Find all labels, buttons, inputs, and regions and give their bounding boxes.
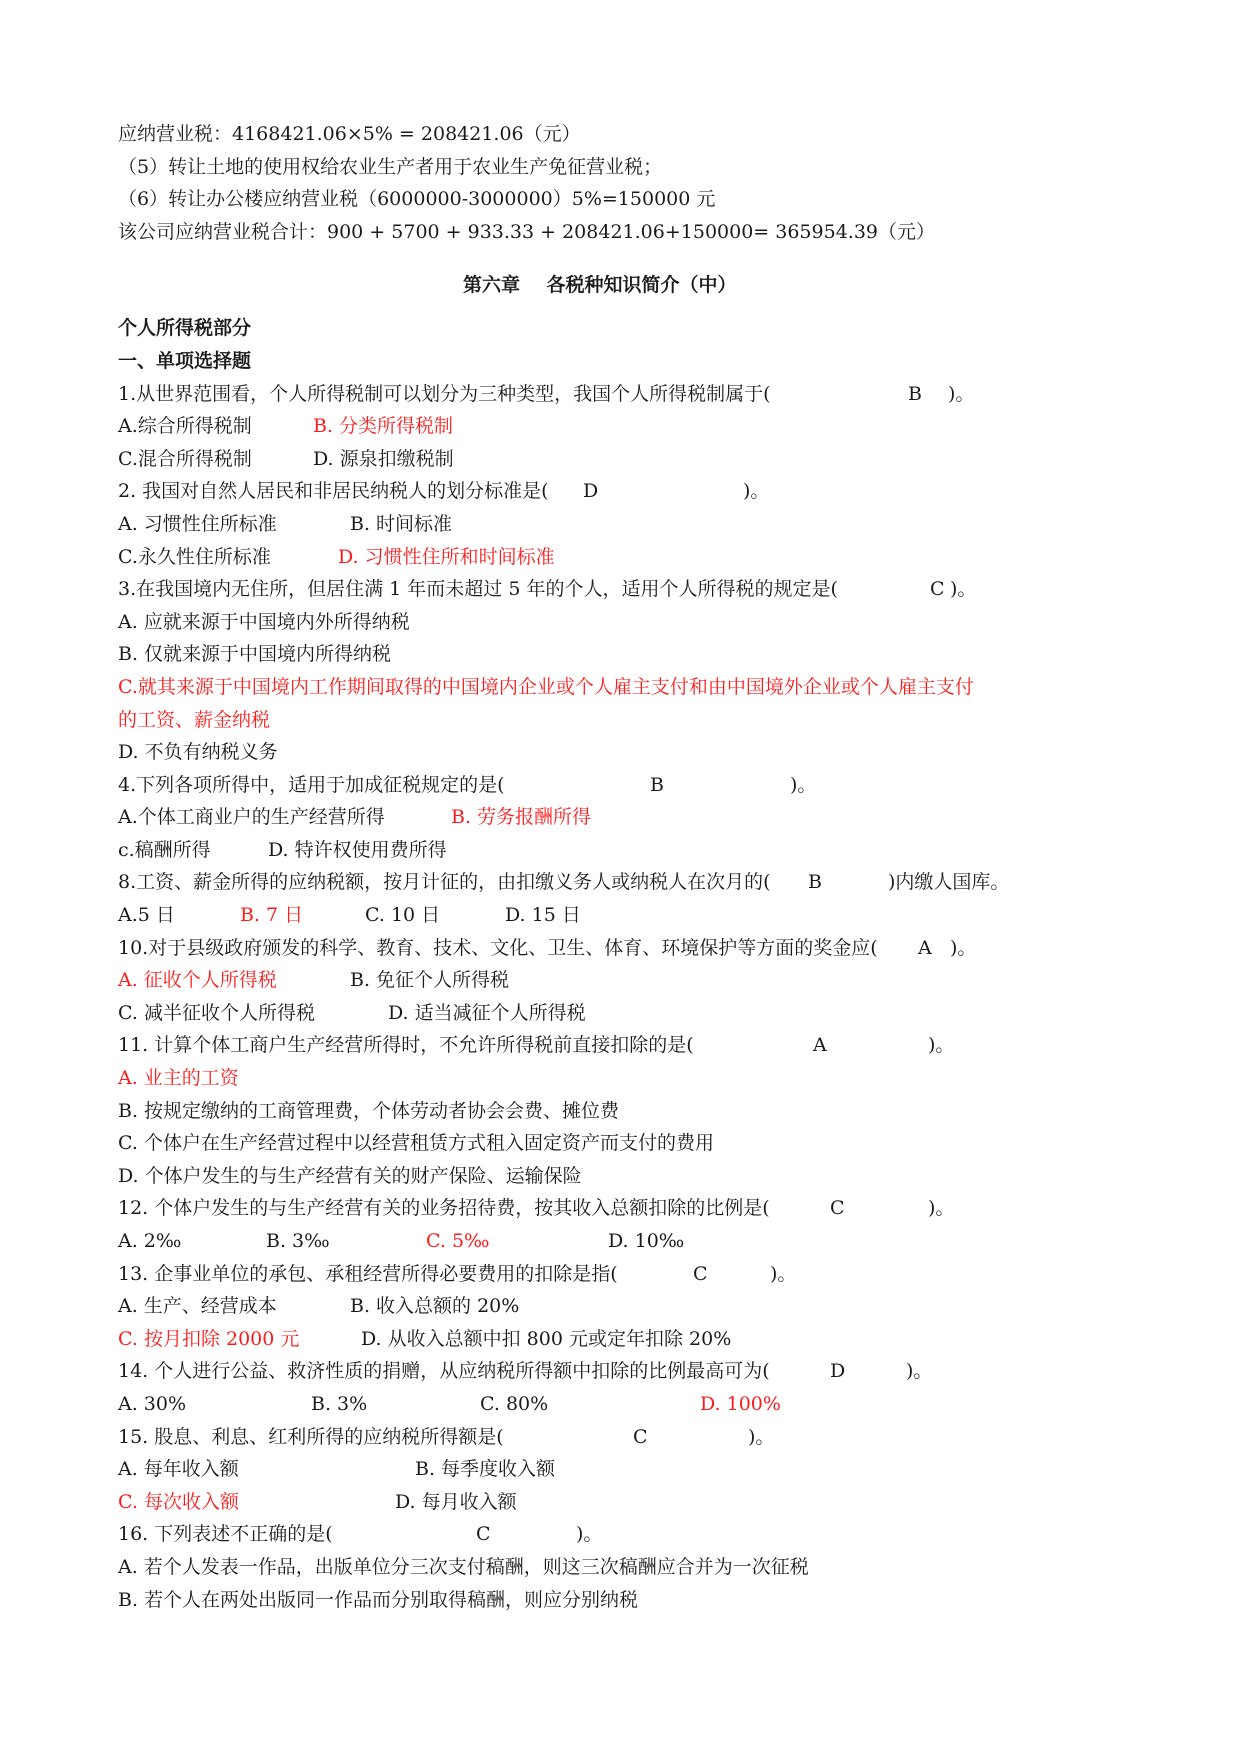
intro-line-3: （6）转让办公楼应纳营业税（6000000-3000000）5%=150000 元	[118, 188, 716, 211]
intro-line-1: 应纳营业税：4168421.06×5% = 208421.06（元）	[118, 123, 581, 145]
question-2-options-1	[118, 508, 1168, 541]
question-1-stem	[118, 378, 1168, 411]
option-b-correct: B. 分类所得税制	[313, 415, 454, 438]
question-3-option-c-correct-2: 的工资、薪金纳税	[118, 708, 271, 731]
option-c-correct: C. 按月扣除 2000 元	[118, 1327, 300, 1350]
answer-letter: C	[476, 1523, 491, 1546]
answer-letter: B	[650, 773, 664, 796]
section-subtitle: 一、单项选择题	[118, 349, 252, 372]
option-d: D. 10‰	[608, 1230, 685, 1252]
question-15-stem	[118, 1421, 1168, 1454]
option-b-correct: B. 7 日	[240, 904, 304, 927]
chapter-title: 第六章 各税种知识简介（中）	[463, 274, 737, 297]
option-b-correct: B. 劳务报酬所得	[451, 806, 592, 829]
option-a: A.个体工商业户的生产经营所得	[118, 806, 385, 829]
question-14-options	[118, 1388, 1168, 1421]
stem-close: )。	[576, 1523, 603, 1546]
intro-line-4: 该公司应纳营业税合计：900 + 5700 + 933.33 + 208421.06+150000= 365954.39（元）	[118, 220, 936, 243]
question-stem: 13. 企事业单位的承包、承租经营所得必要费用的扣除是指(	[118, 1262, 618, 1285]
question-stem: 11. 计算个体工商户生产经营所得时，不允许所得税前直接扣除的是(	[118, 1034, 694, 1057]
document-page	[118, 118, 1168, 1616]
question-stem: 15. 股息、利息、红利所得的应纳税所得额是(	[118, 1425, 504, 1448]
question-3-option-a: A. 应就来源于中国境内外所得纳税	[118, 610, 410, 633]
option-a: A. 生产、经营成本	[118, 1295, 277, 1318]
option-c: c.稿酬所得	[118, 838, 211, 861]
option-d-correct: D. 100%	[700, 1392, 781, 1415]
question-4-options-1	[118, 801, 1168, 834]
option-a-correct: A. 征收个人所得税	[118, 969, 277, 992]
question-16-stem	[118, 1518, 1168, 1551]
question-11-option-a-correct: A. 业主的工资	[118, 1067, 239, 1090]
question-4-stem	[118, 769, 1168, 802]
answer-letter: A	[918, 936, 932, 959]
question-3-option-b: B. 仅就来源于中国境内所得纳税	[118, 643, 392, 666]
option-d-correct: D. 习惯性住所和时间标准	[338, 545, 555, 568]
question-15-options-1	[118, 1453, 1168, 1486]
stem-close: )。	[748, 1425, 775, 1448]
question-10-options-2	[118, 997, 1168, 1030]
option-c-correct: C. 每次收入额	[118, 1490, 239, 1513]
question-stem: 1.从世界范围看，个人所得税制可以划分为三种类型，我国个人所得税制属于(	[118, 382, 771, 405]
question-11-option-b: B. 按规定缴纳的工商管理费，个体劳动者协会会费、摊位费	[118, 1099, 620, 1122]
option-d: D. 特许权使用费所得	[268, 838, 447, 861]
question-8-stem	[118, 866, 1168, 899]
question-3-stem	[118, 573, 1168, 606]
stem-close: )。	[928, 1197, 955, 1220]
answer-letter: D	[830, 1360, 846, 1383]
question-1-options-1	[118, 410, 1168, 443]
question-stem: 10.对于县级政府颁发的科学、教育、技术、文化、卫生、体育、环境保护等方面的奖金应(	[118, 936, 878, 959]
option-b: B. 3%	[311, 1392, 368, 1415]
stem-close: )。	[950, 578, 977, 601]
option-c: C. 80%	[480, 1392, 549, 1415]
option-b: B. 3‰	[266, 1230, 330, 1252]
answer-letter: C	[930, 578, 945, 601]
question-stem: 3.在我国境内无住所，但居住满 1 年而未超过 5 年的个人，适用个人所得税的规定是(	[118, 578, 838, 601]
answer-letter: B	[908, 382, 922, 405]
question-stem: 8.工资、薪金所得的应纳税额，按月计征的，由扣缴义务人或纳税人在次月的(	[118, 871, 771, 894]
intro-line-2: （5）转让土地的使用权给农业生产者用于农业生产免征营业税；	[118, 155, 663, 178]
question-11-stem	[118, 1029, 1168, 1062]
option-d: D. 源泉扣缴税制	[313, 447, 454, 470]
question-15-options-2	[118, 1486, 1168, 1519]
option-b: B. 免征个人所得税	[350, 969, 510, 992]
option-c: C.混合所得税制	[118, 447, 252, 470]
question-stem: 14. 个人进行公益、救济性质的捐赠，从应纳税所得额中扣除的比例最高可为(	[118, 1360, 770, 1383]
answer-letter: C	[633, 1425, 648, 1448]
option-b: B. 每季度收入额	[415, 1458, 556, 1481]
option-d: D. 15 日	[505, 904, 581, 927]
question-12-stem	[118, 1192, 1168, 1225]
stem-close: )。	[770, 1262, 797, 1285]
option-a: A.5 日	[118, 904, 175, 927]
question-3-option-d: D. 不负有纳税义务	[118, 741, 278, 764]
question-11-option-c: C. 个体户在生产经营过程中以经营租赁方式租入固定资产而支付的费用	[118, 1132, 714, 1155]
answer-letter: A	[813, 1034, 827, 1057]
stem-close: )。	[906, 1360, 933, 1383]
answer-letter: B	[808, 871, 822, 894]
question-4-options-2	[118, 834, 1168, 867]
question-10-stem	[118, 932, 1168, 965]
stem-close: )。	[948, 382, 975, 405]
option-c: C.永久性住所标准	[118, 545, 271, 568]
option-a: A. 每年收入额	[118, 1458, 239, 1481]
option-a: A. 2‰	[118, 1230, 182, 1252]
answer-letter: C	[693, 1262, 708, 1285]
option-a: A.综合所得税制	[118, 415, 252, 438]
question-12-options	[118, 1225, 1168, 1258]
stem-close: )内缴人国库。	[888, 871, 1010, 894]
option-c: C. 10 日	[365, 904, 441, 927]
question-10-options-1	[118, 964, 1168, 997]
option-b: B. 时间标准	[350, 512, 453, 535]
option-d: D. 适当减征个人所得税	[388, 1001, 586, 1024]
option-c-correct: C. 5‰	[426, 1230, 490, 1252]
option-d: D. 每月收入额	[395, 1490, 517, 1513]
question-13-options-2	[118, 1323, 1168, 1356]
question-16-option-b: B. 若个人在两处出版同一作品而分别取得稿酬，则应分别纳税	[118, 1588, 639, 1611]
section-title: 个人所得税部分	[118, 317, 252, 340]
option-c: C. 减半征收个人所得税	[118, 1001, 315, 1024]
question-3-option-c-correct-1: C.就其来源于中国境内工作期间取得的中国境内企业或个人雇主支付和由中国境外企业或个人雇主支付	[118, 675, 974, 698]
option-d: D. 从收入总额中扣 800 元或定年扣除 20%	[361, 1327, 732, 1350]
stem-close: )。	[790, 773, 817, 796]
stem-close: )。	[950, 936, 977, 959]
answer-letter: D	[583, 480, 599, 503]
question-2-options-2	[118, 541, 1168, 574]
option-a: A. 习惯性住所标准	[118, 512, 277, 535]
question-14-stem	[118, 1355, 1168, 1388]
question-16-option-a: A. 若个人发表一作品，出版单位分三次支付稿酬，则这三次稿酬应合并为一次征税	[118, 1555, 809, 1578]
answer-letter: C	[830, 1197, 845, 1220]
chapter-heading	[118, 258, 1168, 312]
question-stem: 12. 个体户发生的与生产经营有关的业务招待费，按其收入总额扣除的比例是(	[118, 1197, 770, 1220]
question-stem: 2. 我国对自然人居民和非居民纳税人的划分标准是(	[118, 480, 549, 503]
question-stem: 16. 下列表述不正确的是(	[118, 1523, 333, 1546]
stem-close: )。	[743, 480, 770, 503]
question-13-stem	[118, 1258, 1168, 1291]
option-a: A. 30%	[118, 1392, 187, 1415]
question-11-option-d: D. 个体户发生的与生产经营有关的财产保险、运输保险	[118, 1164, 582, 1187]
option-b: B. 收入总额的 20%	[350, 1295, 520, 1318]
question-13-options-1	[118, 1290, 1168, 1323]
question-2-stem	[118, 475, 1168, 508]
question-8-options	[118, 899, 1168, 932]
stem-close: )。	[928, 1034, 955, 1057]
question-1-options-2	[118, 443, 1168, 476]
question-stem: 4.下列各项所得中，适用于加成征税规定的是(	[118, 773, 505, 796]
